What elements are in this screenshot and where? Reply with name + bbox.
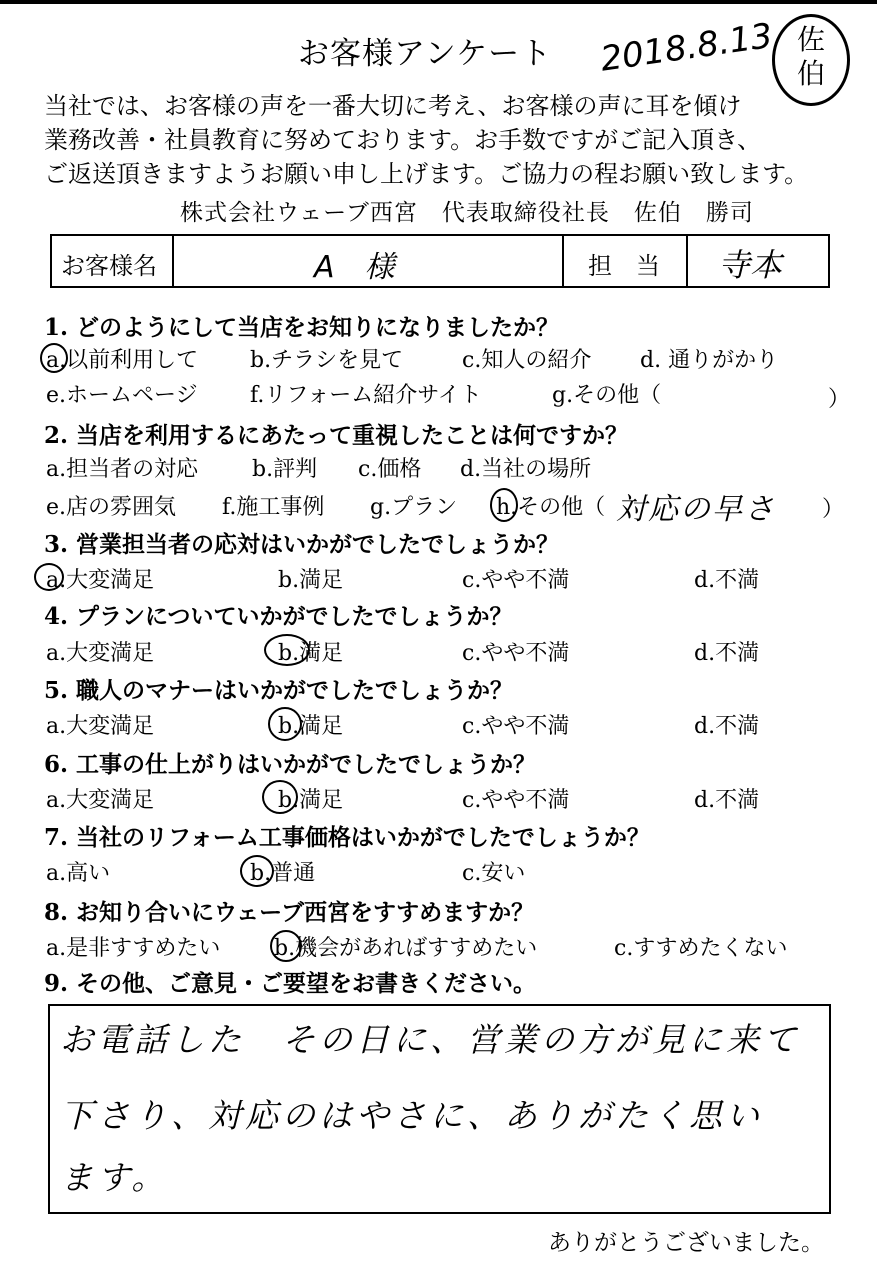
q8-option-c[interactable]: c.すすめたくない xyxy=(614,936,788,961)
q5-option-a[interactable]: a.大変満足 xyxy=(46,714,155,739)
q1-option-f[interactable]: f.リフォーム紹介サイト xyxy=(250,383,482,408)
question-9: 9. その他、ご意見・ご要望をお書きください。 xyxy=(44,970,537,997)
q8-selected-mark xyxy=(270,930,302,962)
question-5: 5. 職人のマナーはいかがでしたでしょうか？ xyxy=(44,677,514,704)
question-2: 2. 当店を利用するにあたって重視したことは何ですか？ xyxy=(44,422,629,449)
q4-option-b[interactable]: b.満足 xyxy=(278,641,344,666)
seal-stamp xyxy=(772,14,850,106)
q5-selected-mark xyxy=(268,707,302,741)
q3-option-c[interactable]: c.やや不満 xyxy=(462,568,570,593)
q8-option-b[interactable]: b.機会があればすすめたい xyxy=(274,936,538,961)
q8-option-a[interactable]: a.是非すすめたい xyxy=(46,936,221,961)
q7-option-a[interactable]: a.高い xyxy=(46,861,111,886)
q2-option-f[interactable]: f.施工事例 xyxy=(222,495,325,520)
comment-line-3: ます。 xyxy=(60,1158,169,1197)
q5-option-b[interactable]: b.満足 xyxy=(278,714,344,739)
comment-line-2: 下さり、対応のはやさに、ありがたく思い xyxy=(60,1096,763,1135)
q7-selected-mark xyxy=(240,855,274,887)
comment-line-1: お電話した その日に、営業の方が見に来て xyxy=(60,1020,800,1059)
q2-option-h-close: ） xyxy=(822,497,845,522)
question-6: 6. 工事の仕上がりはいかがでしたでしょうか？ xyxy=(44,751,537,778)
q3-option-d[interactable]: d.不満 xyxy=(694,568,760,593)
staff-value: 寺本 xyxy=(718,246,783,284)
intro-line-3: ご返送頂きますようお願い申し上げます。ご協力の程お願い致します。 xyxy=(44,160,809,188)
q2-option-d[interactable]: d.当社の場所 xyxy=(460,457,592,482)
q2-option-c[interactable]: c.価格 xyxy=(358,457,422,482)
q2-option-g[interactable]: g.プラン xyxy=(370,495,458,520)
q2-option-e[interactable]: e.店の雰囲気 xyxy=(46,495,177,520)
q2-other-handwritten: 対応の早さ xyxy=(616,492,776,527)
q1-option-g-close: ） xyxy=(828,387,851,412)
question-4: 4. プランについていかがでしたでしょうか？ xyxy=(44,603,513,630)
thank-you-footer: ありがとうございました。 xyxy=(548,1230,824,1256)
q2-selected-mark xyxy=(490,488,518,522)
q1-option-d[interactable]: d. 通りがかり xyxy=(640,348,779,373)
staff-label-cell xyxy=(564,236,688,286)
q2-option-a[interactable]: a.担当者の対応 xyxy=(46,457,199,482)
q4-option-d[interactable]: d.不満 xyxy=(694,641,760,666)
customer-table xyxy=(50,234,830,288)
q7-option-c[interactable]: c.安い xyxy=(462,861,526,886)
q4-option-c[interactable]: c.やや不満 xyxy=(462,641,570,666)
q4-option-a[interactable]: a.大変満足 xyxy=(46,641,155,666)
q1-selected-mark xyxy=(40,343,68,373)
customer-name-label-cell xyxy=(52,236,174,286)
q5-option-c[interactable]: c.やや不満 xyxy=(462,714,570,739)
q1-option-g[interactable]: g.その他（ xyxy=(552,383,662,408)
staff-label: 担 当 xyxy=(588,252,660,280)
question-3: 3. 営業担当者の応対はいかがでしたでしょうか？ xyxy=(44,531,560,558)
staff-cell[interactable] xyxy=(688,236,828,286)
q6-option-a[interactable]: a.大変満足 xyxy=(46,788,155,813)
question-1: 1. どのようにして当店をお知りになりましたか？ xyxy=(44,314,560,341)
intro-line-1: 当社では、お客様の声を一番大切に考え、お客様の声に耳を傾け xyxy=(44,92,742,120)
q4-selected-mark xyxy=(264,634,310,666)
q3-selected-mark xyxy=(34,563,64,591)
stamp-char-2: 伯 xyxy=(796,57,825,90)
q2-option-b[interactable]: b.評判 xyxy=(252,457,318,482)
q6-option-b[interactable]: b.満足 xyxy=(278,788,344,813)
stamp-char-1: 佐 xyxy=(796,23,825,56)
q1-option-c[interactable]: c.知人の紹介 xyxy=(462,348,592,373)
question-7: 7. 当社のリフォーム工事価格はいかがでしたでしょうか？ xyxy=(44,824,650,851)
q2-option-h[interactable]: h.その他（ xyxy=(496,495,606,520)
handwritten-date: 2018.8.13 xyxy=(598,15,775,80)
page-title: お客様アンケート xyxy=(298,36,553,72)
customer-name-value: A 様 xyxy=(314,250,395,285)
intro-line-2: 業務改善・社員教育に努めております。お手数ですがご記入頂き、 xyxy=(44,126,762,154)
q1-option-b[interactable]: b.チラシを見て xyxy=(250,348,404,373)
customer-name-label: お客様名 xyxy=(61,252,157,280)
q1-option-e[interactable]: e.ホームページ xyxy=(46,383,198,408)
q6-option-c[interactable]: c.やや不満 xyxy=(462,788,570,813)
question-8: 8. お知り合いにウェーブ西宮をすすめますか？ xyxy=(44,899,535,926)
q6-selected-mark xyxy=(262,780,298,814)
customer-name-cell[interactable] xyxy=(174,236,564,286)
q3-option-a[interactable]: a.大変満足 xyxy=(46,568,155,593)
company-line: 株式会社ウェーブ西宮 代表取締役社長 佐伯 勝司 xyxy=(180,200,754,226)
q6-option-d[interactable]: d.不満 xyxy=(694,788,760,813)
q7-option-b[interactable]: b.普通 xyxy=(250,861,316,886)
q3-option-b[interactable]: b.満足 xyxy=(278,568,344,593)
comment-box[interactable] xyxy=(48,1004,831,1214)
q1-option-a[interactable]: a.以前利用して xyxy=(46,348,199,373)
top-border xyxy=(0,0,877,4)
q5-option-d[interactable]: d.不満 xyxy=(694,714,760,739)
